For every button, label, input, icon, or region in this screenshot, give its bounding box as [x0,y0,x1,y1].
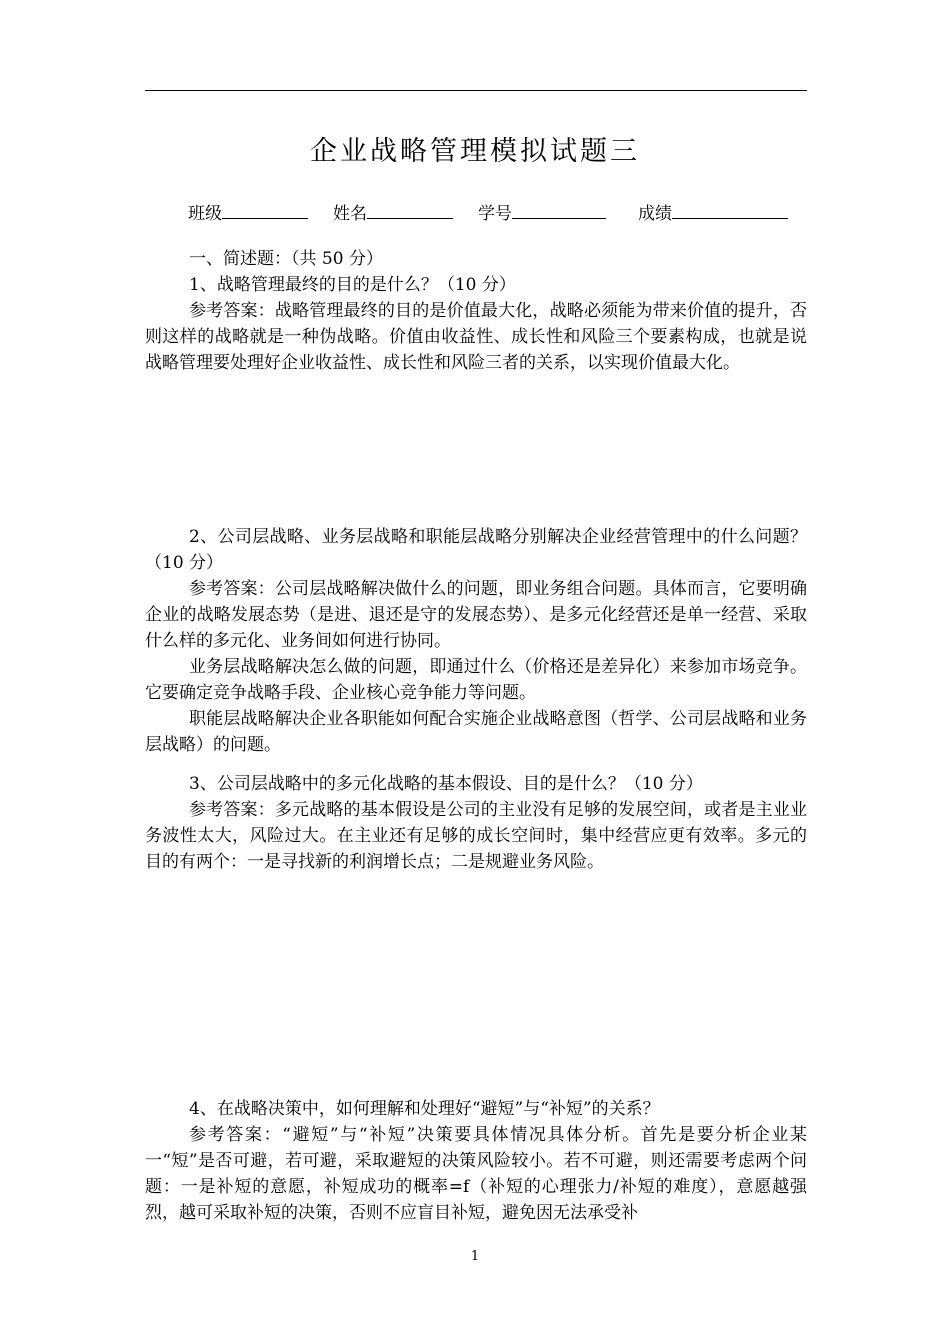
answer-3: 参考答案：多元战略的基本假设是公司的主业没有足够的发展空间，或者是主业业务波性太大，风险过大。在主业还有足够的成长空间时，集中经营应更有效率。多元的目的有两个：一是寻找新的利润增长点；二是规避业务风险。 [145,800,807,872]
answer-4: 参考答案：“避短”与“补短”决策要具体情况具体分析。首先是要分析企业某一“短”是否可避，若可避，采取避短的决策风险较小。若不可避，则还需要考虑两个问题：一是补短的意愿，补短成功的概率=f（补短的心理张力/补短的难度），意愿越强烈，越可采取补短的决策，否则不应盲目补短，避免因无法承受补 [145,1125,807,1223]
score-field [638,199,788,227]
answer-2-p2: 业务层战略解决怎么做的问题，即通过什么（价格还是差异化）来参加市场竞争。它要确定竞争战略手段、企业核心竞争能力等问题。 [145,657,807,703]
class-blank [222,199,308,219]
question-1: 1、战略管理最终的目的是什么？（10 分） [189,275,516,295]
student-id-label: 学号 [478,204,512,224]
question-block-3 [145,771,807,875]
question-2: 2、公司层战略、业务层战略和职能层战略分别解决企业经营管理中的什么问题？（10 分） [145,527,807,573]
exam-title: 企业战略管理模拟试题三 [310,136,640,167]
answer-2-p3: 职能层战略解决企业各职能如何配合实施企业战略意图（哲学、公司层战略和业务层战略）的问题。 [145,709,807,755]
answer-2-p1: 参考答案：公司层战略解决做什么的问题，即业务组合问题。具体而言，它要明确企业的战略发展态势（是进、退还是守的发展态势）、是多元化经营还是单一经营、采取什么样的多元化、业务间如何进行协同。 [145,579,807,651]
question-4: 4、在战略决策中，如何理解和处理好“避短”与“补短”的关系？ [189,1099,660,1119]
page-number: 1 [470,1249,480,1264]
question-block-2 [145,524,807,758]
name-blank [367,199,453,219]
class-label: 班级 [188,204,222,224]
student-id-field [478,199,606,227]
answer-1: 参考答案：战略管理最终的目的是价值最大化，战略必须能为带来价值的提升，否则这样的战略就是一种伪战略。价值由收益性、成长性和风险三个要素构成，也就是说战略管理要处理好企业收益性、成长性和风险三者的关系，以实现价值最大化。 [145,301,807,373]
student-id-blank [512,199,606,219]
class-field [188,199,308,227]
header-rule [145,90,807,91]
section-heading: 一、简述题：（共 50 分） [189,249,383,269]
question-block-1 [145,246,807,376]
name-field [333,199,453,227]
question-block-4 [145,1096,807,1226]
question-3: 3、公司层战略中的多元化战略的基本假设、目的是什么？（10 分） [189,774,703,794]
score-blank [672,199,788,219]
name-label: 姓名 [333,204,367,224]
student-info-fields [188,199,828,227]
score-label: 成绩 [638,204,672,224]
